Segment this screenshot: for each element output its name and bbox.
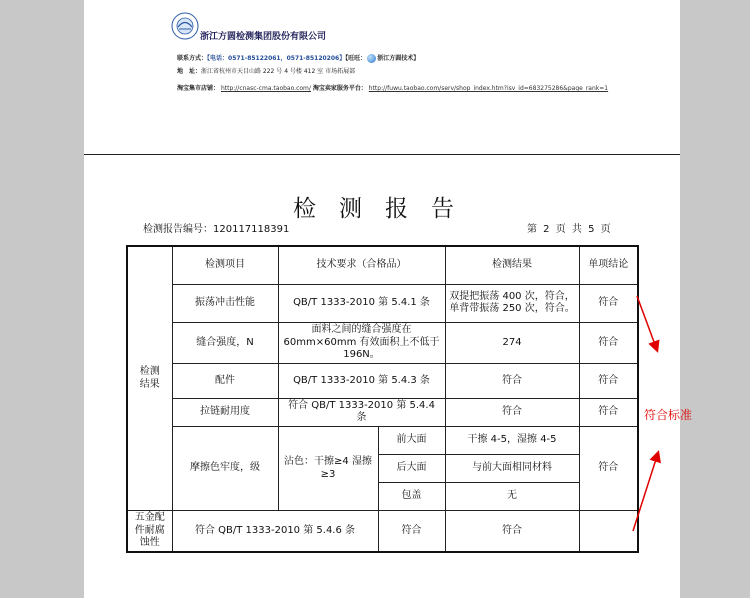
result-cell: 无	[445, 483, 579, 511]
result-cell: 与前大面相同材料	[445, 455, 579, 483]
header-cell: 检测结果	[445, 246, 579, 284]
table-header-row	[127, 246, 638, 284]
side-label: 检测结果	[127, 246, 172, 511]
item-cell: 配件	[172, 363, 278, 398]
page-info: 第 2 页 共 5 页	[527, 224, 611, 235]
part-cell: 后大面	[378, 455, 445, 483]
header-cell: 检测项目	[172, 246, 278, 284]
address-value: 浙江省杭州市天目山路 222 号 4 号楼 412 室 市场拓展部	[201, 68, 356, 75]
header-divider	[84, 154, 680, 155]
report-title: 检测报告	[293, 196, 477, 222]
table-row	[127, 363, 638, 398]
result-cell: 274	[445, 322, 579, 363]
conclusion-cell: 符合	[579, 322, 638, 363]
wangwang-globe-icon[interactable]	[367, 54, 376, 63]
table-row	[127, 322, 638, 363]
service-label: 淘宝卖家服务平台：	[312, 85, 367, 92]
address-line	[177, 66, 355, 75]
service-link[interactable]: http://fuwu.taobao.com/serv/shop_index.htm?isv_id=683275286&page_rank=1	[368, 85, 609, 92]
contact-line	[177, 53, 419, 63]
requirement-cell: QB/T 1333-2010 第 5.4.3 条	[278, 363, 445, 398]
report-number-value: 120117118391	[213, 224, 290, 235]
annotation-text: 符合标准	[644, 408, 693, 422]
address-label: 地 址：	[177, 68, 202, 75]
report-number-label: 检测报告编号：	[143, 224, 213, 235]
shop-line	[177, 83, 608, 92]
requirement-cell: 沾色：干擦≥4 湿擦≥3	[278, 427, 378, 511]
part-cell: 前大面	[378, 427, 445, 455]
conclusion-cell: 符合	[445, 511, 579, 552]
shop-link[interactable]: http://cnasc-cma.taobao.com/	[220, 85, 311, 92]
part-cell: 包盖	[378, 483, 445, 511]
table-row	[127, 427, 638, 455]
result-cell: 符合	[378, 511, 445, 552]
item-cell: 拉链耐用度	[172, 398, 278, 426]
requirement-cell: 面料之间的缝合强度在 60mm×60mm 有效面积上不低于 196N。	[278, 322, 445, 363]
item-cell: 振荡冲击性能	[172, 284, 278, 322]
header-cell: 单项结论	[579, 246, 638, 284]
wangwang-label: 【旺旺：	[345, 55, 367, 62]
contact-phone: 【电话：0571-85122061，0571-85120206】	[207, 55, 346, 62]
item-cell: 摩擦色牢度，级	[172, 427, 278, 511]
result-cell: 干擦 4-5，湿擦 4-5	[445, 427, 579, 455]
results-table	[126, 245, 639, 553]
contact-label: 联系方式：	[177, 55, 208, 62]
item-cell: 五金配件耐腐蚀性	[127, 511, 172, 552]
result-cell: 双提把振荡 400 次，符合，单背带振荡 250 次，符合。	[445, 284, 579, 322]
result-cell: 符合	[445, 363, 579, 398]
wangwang-name[interactable]: 浙江方圆技术】	[377, 55, 420, 62]
conclusion-cell: 符合	[579, 363, 638, 398]
company-logo-icon	[171, 12, 199, 40]
header-cell: 技术要求（合格品）	[278, 246, 445, 284]
shop-label: 淘宝集市店铺：	[177, 85, 220, 92]
table-row	[127, 284, 638, 322]
requirement-cell: 符合 QB/T 1333-2010 第 5.4.6 条	[172, 511, 378, 552]
company-name: 浙江方圆检测集团股份有限公司	[200, 32, 327, 42]
item-cell: 缝合强度，N	[172, 322, 278, 363]
requirement-cell: 符合 QB/T 1333-2010 第 5.4.4 条	[278, 398, 445, 426]
result-cell: 符合	[445, 398, 579, 426]
requirement-cell: QB/T 1333-2010 第 5.4.1 条	[278, 284, 445, 322]
conclusion-cell: 符合	[579, 427, 638, 511]
table-row	[127, 398, 638, 426]
report-number	[143, 220, 289, 235]
conclusion-cell: 符合	[579, 284, 638, 322]
conclusion-cell: 符合	[579, 398, 638, 426]
table-row	[127, 511, 638, 552]
